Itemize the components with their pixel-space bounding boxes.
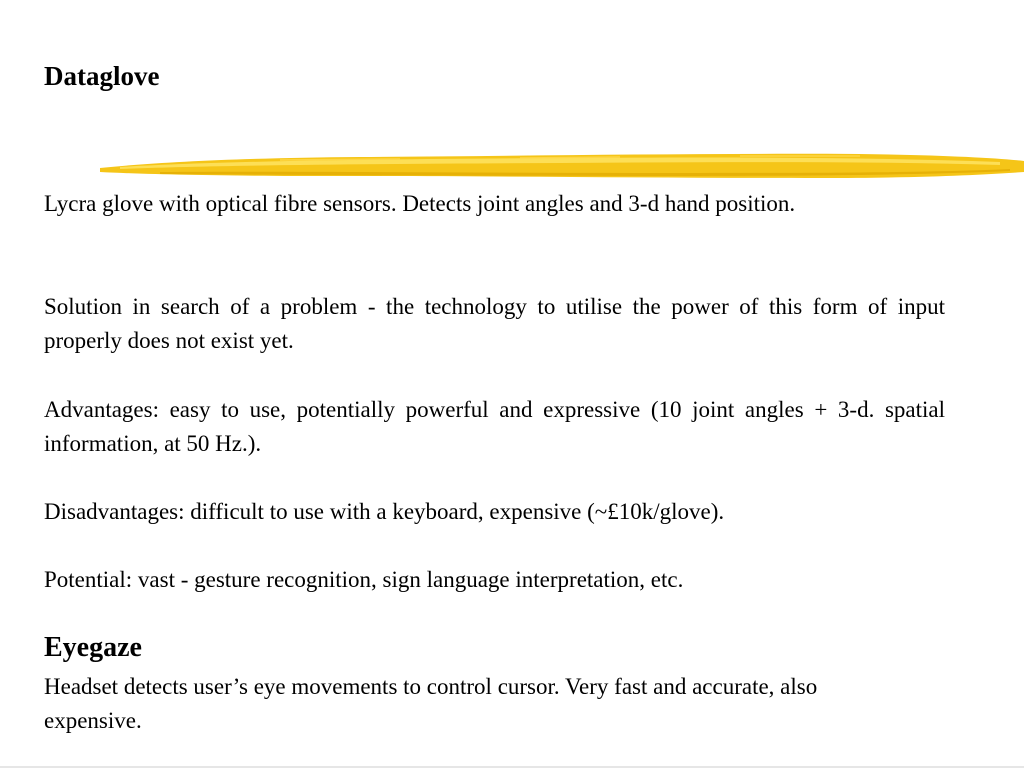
subheading-eyegaze: Eyegaze xyxy=(44,632,142,663)
paragraph-disadvantages: Disadvantages: difficult to use with a keyboard, expensive (~£10k/glove). xyxy=(44,499,725,524)
yellow-brush-stroke-divider xyxy=(100,148,1024,188)
paragraph-description: Lycra glove with optical fibre sensors. Detects joint angles and 3-d hand position. xyxy=(44,191,796,216)
paragraph-eyegaze: Headset detects user’s eye movements to control cursor. Very fast and accurate, also expensive. xyxy=(44,674,818,733)
paragraph-advantages: Advantages: easy to use, potentially powerful and expressive (10 joint angles + 3-d. spatial information, at 50 Hz.). xyxy=(44,397,945,456)
paragraph-potential: Potential: vast - gesture recognition, sign language interpretation, etc. xyxy=(44,567,684,592)
paragraph-problem: Solution in search of a problem - the technology to utilise the power of this form of input properly does not exist yet. xyxy=(44,294,945,353)
slide-title: Dataglove xyxy=(44,61,160,91)
